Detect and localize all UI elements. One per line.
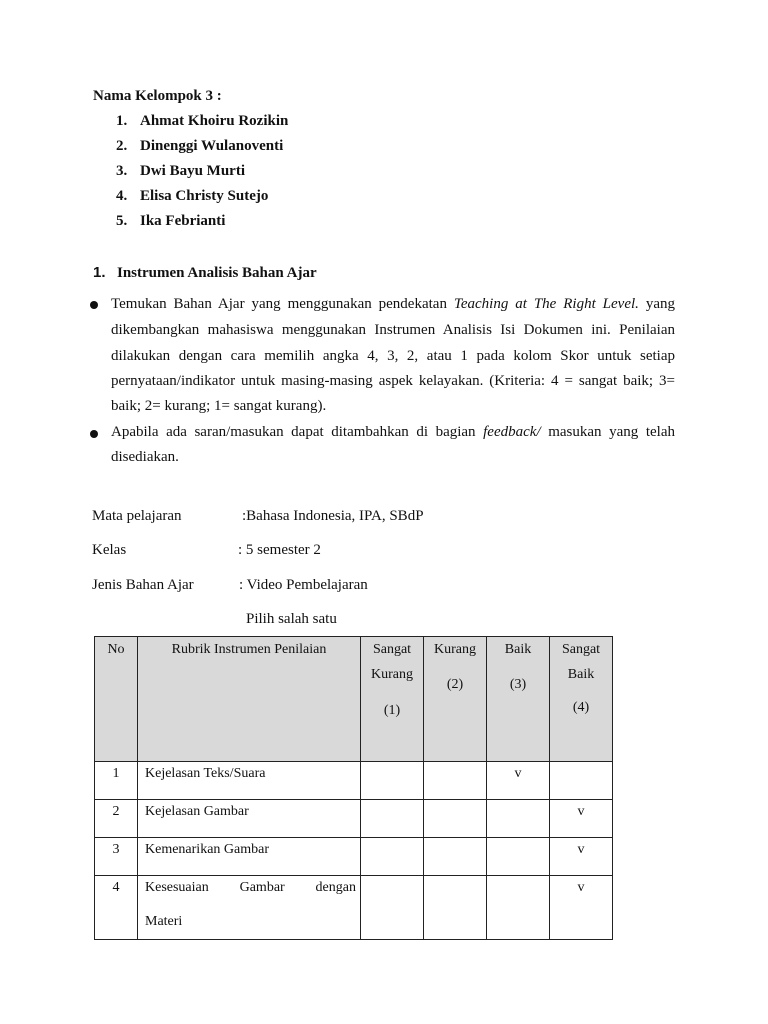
row-no: 1 (95, 762, 138, 800)
section-number: 1. (93, 264, 106, 281)
score-cell[interactable]: v (550, 876, 613, 940)
bullet-2-line: Apabila ada saran/masukan dapat ditambahkan di bagian feedback/ masukan yang telah (111, 424, 675, 440)
bullet-1-line: dikembangkan mahasiswa menggunakan Instrumen Analisis Isi Dokumen ini. Penilaian (111, 322, 675, 338)
score-cell[interactable] (424, 762, 487, 800)
jenis-value: : Video Pembelajaran (239, 577, 368, 593)
header-baik: Baik (3) (487, 637, 550, 762)
row-text: Kejelasan Gambar (138, 800, 361, 838)
score-cell[interactable] (424, 838, 487, 876)
mapel-value: :Bahasa Indonesia, IPA, SBdP (242, 508, 424, 524)
score-cell[interactable]: v (550, 800, 613, 838)
section-heading (93, 264, 317, 282)
row-text: Kejelasan Teks/Suara (138, 762, 361, 800)
row-text: Kesesuaian Gambar dengan Materi (138, 876, 361, 940)
member-item: 2. Dinenggi Wulanoventi (116, 138, 284, 154)
table-row (95, 876, 613, 940)
member-item: 3. Dwi Bayu Murti (116, 163, 245, 179)
score-cell[interactable]: v (550, 838, 613, 876)
score-cell[interactable] (487, 800, 550, 838)
kelas-value: : 5 semester 2 (238, 542, 321, 558)
bullet-2-line: disediakan. (111, 449, 179, 465)
score-cell[interactable] (487, 876, 550, 940)
row-no: 4 (95, 876, 138, 940)
bullet-1-line: baik; 2= kurang; 1= sangat kurang). (111, 398, 327, 414)
header-kurang: Kurang (2) (424, 637, 487, 762)
member-item: 5. Ika Febrianti (116, 213, 226, 229)
row-text: Kemenarikan Gambar (138, 838, 361, 876)
group-heading: Nama Kelompok 3 : (93, 88, 222, 104)
score-cell[interactable] (424, 800, 487, 838)
table-row (95, 762, 613, 800)
table-row (95, 800, 613, 838)
header-rubrik: Rubrik Instrumen Penilaian (138, 637, 361, 762)
jenis-label: Jenis Bahan Ajar (92, 577, 194, 593)
header-sangat-baik: Sangat Baik (4) (550, 637, 613, 762)
score-cell[interactable] (487, 838, 550, 876)
score-cell[interactable] (424, 876, 487, 940)
mapel-label: Mata pelajaran (92, 508, 182, 524)
score-cell[interactable] (361, 876, 424, 940)
bullet-icon (90, 430, 98, 438)
bullet-1-line: pernyataan/indikator untuk masing-masing aspek kelayakan. (Kriteria: 4 = sangat baik; 3= (111, 373, 675, 389)
bullet-1-line: dilakukan dengan cara memilih angka 4, 3, 2, atau 1 pada kolom Skor untuk setiap (111, 348, 675, 364)
row-no: 3 (95, 838, 138, 876)
score-cell[interactable] (361, 800, 424, 838)
score-cell[interactable] (550, 762, 613, 800)
score-cell[interactable] (361, 762, 424, 800)
assessment-table (94, 636, 613, 940)
header-sangat-kurang: Sangat Kurang (1) (361, 637, 424, 762)
section-title: Instrumen Analisis Bahan Ajar (117, 265, 317, 281)
member-item: 4. Elisa Christy Sutejo (116, 188, 269, 204)
bullet-icon (90, 301, 98, 309)
member-item: 1. Ahmat Khoiru Rozikin (116, 113, 289, 129)
bullet-1-line: Temukan Bahan Ajar yang menggunakan pendekatan Teaching at The Right Level. yang (111, 296, 675, 312)
score-cell[interactable]: v (487, 762, 550, 800)
kelas-label: Kelas (92, 542, 127, 558)
row-no: 2 (95, 800, 138, 838)
choose-note: Pilih salah satu (246, 611, 337, 627)
table-row (95, 838, 613, 876)
header-no: No (95, 637, 138, 762)
score-cell[interactable] (361, 838, 424, 876)
